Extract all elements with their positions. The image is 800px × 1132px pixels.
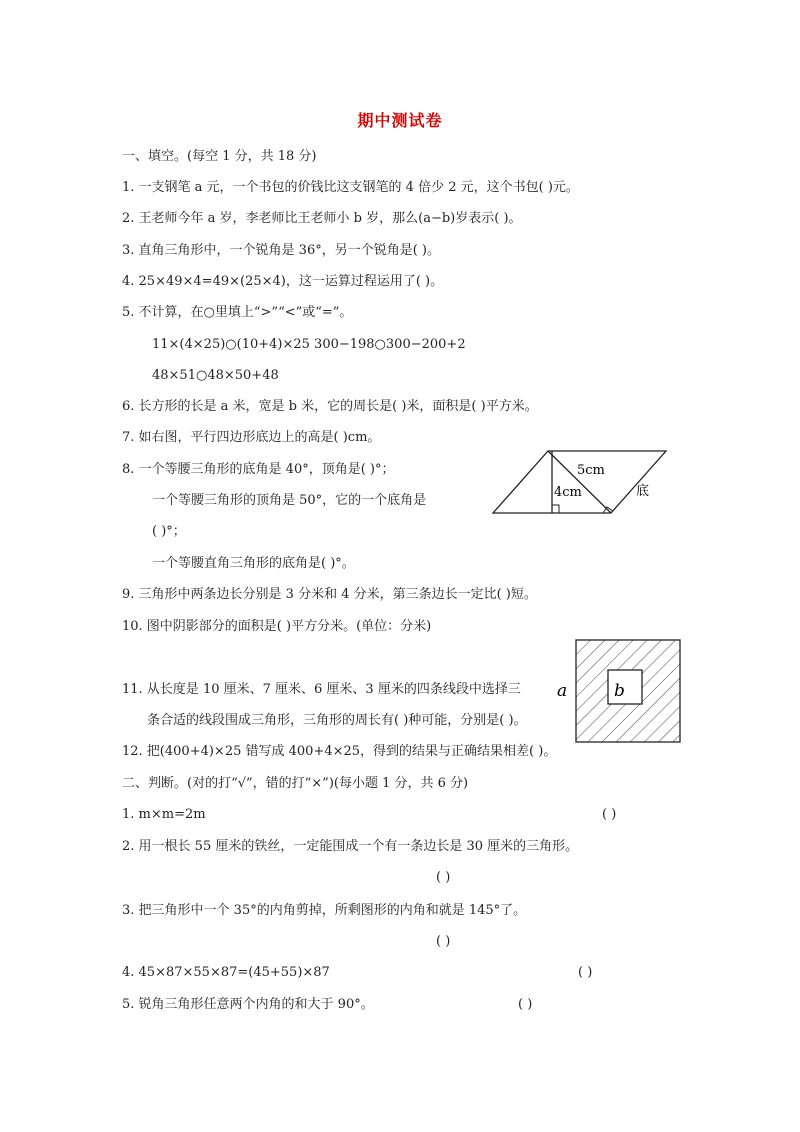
question-6: 6. 长方形的长是 a 米，宽是 b 米，它的周长是( )米，面积是( )平方米。 <box>122 399 538 414</box>
judge-5-paren: ( ) <box>518 997 533 1012</box>
judge-3-paren: ( ) <box>436 934 451 949</box>
parallelogram-figure <box>490 445 670 520</box>
question-4: 4. 25×49×4=49×(25×4)，这一运算过程运用了( )。 <box>122 274 444 289</box>
section2-heading: 二、判断。(对的打“√”，错的打“×”)(每小题 1 分，共 6 分) <box>122 776 469 791</box>
question-10: 10. 图中阴影部分的面积是( )平方分米。(单位：分米) <box>122 619 432 634</box>
outer-square-label: a <box>557 681 568 701</box>
judge-4-paren: ( ) <box>578 965 593 980</box>
judge-4: 4. 45×87×55×87=(45+55)×87 <box>122 965 330 980</box>
question-3: 3. 直角三角形中，一个锐角是 36°，另一个锐角是( )。 <box>122 243 440 258</box>
question-11: 11. 从长度是 10 厘米、7 厘米、6 厘米、3 厘米的四条线段中选择三 <box>122 682 521 697</box>
inner-square-label: b <box>614 681 625 701</box>
question-11-line2: 条合适的线段围成三角形，三角形的周长有( )种可能，分别是( )。 <box>147 713 527 728</box>
slant-label: 5cm <box>577 463 605 478</box>
question-7: 7. 如右图，平行四边形底边上的高是( )cm。 <box>122 430 381 445</box>
question-12: 12. 把(400+4)×25 错写成 400+4×25，得到的结果与正确结果相差( )。 <box>122 744 557 759</box>
right-angle-marker <box>552 505 559 513</box>
judge-1-paren: ( ) <box>602 807 617 822</box>
question-8-line4: 一个等腰直角三角形的底角是( )°。 <box>152 556 355 571</box>
question-5: 5. 不计算，在○里填上“>”“<”或“=”。 <box>122 305 353 320</box>
page-title: 期中测试卷 <box>357 111 443 130</box>
question-2: 2. 王老师今年 a 岁，李老师比王老师小 b 岁，那么(a−b)岁表示( )。 <box>122 211 522 226</box>
question-8: 8. 一个等腰三角形的底角是 40°，顶角是( )°； <box>122 462 395 477</box>
judge-1: 1. m×m=2m <box>122 807 206 822</box>
question-5-line2: 48×51○48×50+48 <box>152 368 279 383</box>
question-8-line2: 一个等腰三角形的顶角是 50°，它的一个底角是 <box>152 493 427 508</box>
judge-3: 3. 把三角形中一个 35°的内角剪掉，所剩图形的内角和就是 145°了。 <box>122 903 527 918</box>
height-label: 4cm <box>554 485 582 500</box>
judge-2-paren: ( ) <box>436 870 451 885</box>
diagonal-line <box>548 451 611 513</box>
question-1: 1. 一支钢笔 a 元，一个书包的价钱比这支钢笔的 4 倍少 2 元，这个书包( )元。 <box>122 180 579 195</box>
square-figure <box>552 636 692 746</box>
section1-heading: 一、填空。(每空 1 分，共 18 分) <box>122 149 317 164</box>
question-9: 9. 三角形中两条边长分别是 3 分米和 4 分米，第三条边长一定比( )短。 <box>122 587 537 602</box>
judge-2: 2. 用一根长 55 厘米的铁丝，一定能围成一个有一条边长是 30 厘米的三角形。 <box>122 839 579 854</box>
judge-5: 5. 锐角三角形任意两个内角的和大于 90°。 <box>122 997 374 1012</box>
question-8-line3: ( )°； <box>152 524 186 539</box>
base-label: 底 <box>636 484 650 499</box>
question-5-line1: 11×(4×25)○(10+4)×25 300−198○300−200+2 <box>152 337 466 352</box>
